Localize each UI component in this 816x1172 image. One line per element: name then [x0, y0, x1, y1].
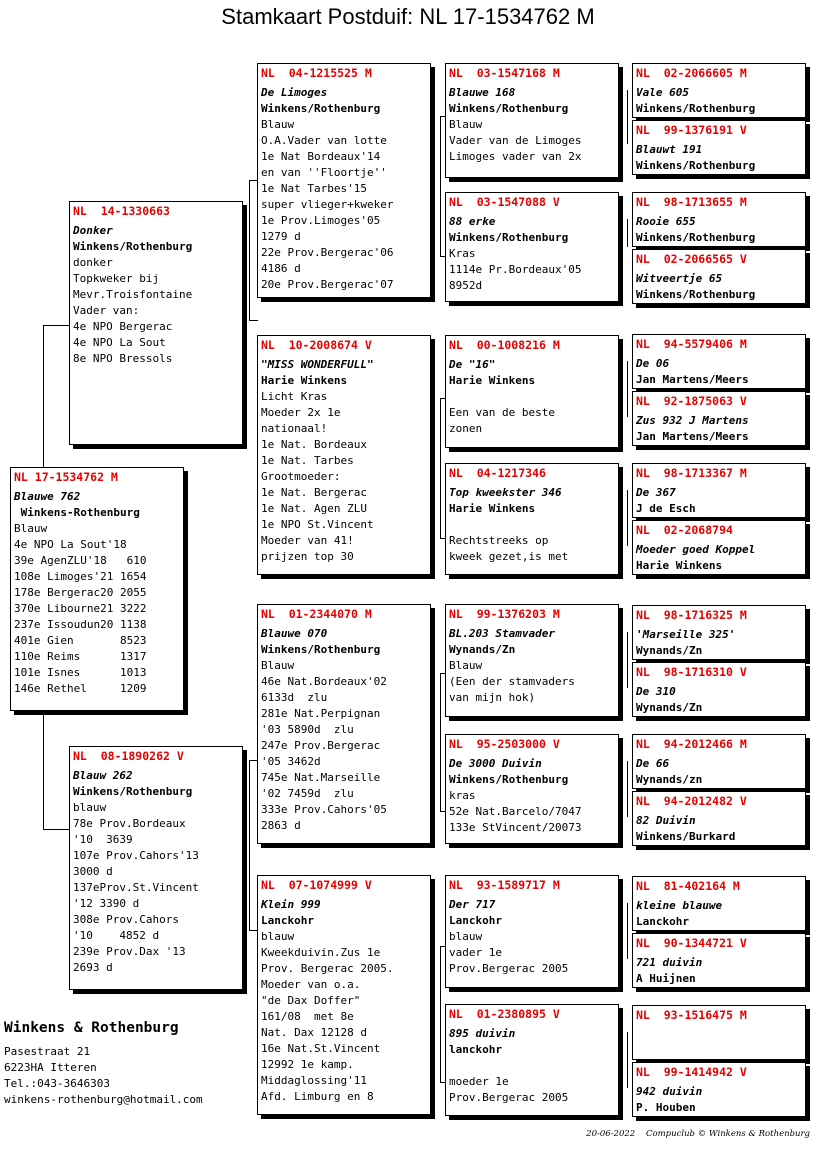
pigeon-detail-line: [449, 389, 615, 405]
breeder-address: Pasestraat 21: [4, 1045, 91, 1058]
pigeon-card-gen5[interactable]: [632, 63, 806, 118]
pigeon-detail-line: 1e Nat Tarbes'15: [261, 182, 367, 195]
page-title: Stamkaart Postduif: NL 17-1534762 M: [221, 4, 595, 29]
pigeon-detail-line: 2863 d: [261, 819, 301, 832]
connector-line: [43, 325, 44, 469]
connector-line: [627, 1032, 628, 1088]
pigeon-detail-line: super vlieger+kweker: [261, 198, 394, 211]
breeder-info: [4, 1018, 203, 1108]
pigeon-owner: Lanckohr: [449, 914, 502, 927]
pigeon-name: Blauwe 762: [14, 490, 81, 503]
pigeon-detail-line: '10 4852 d: [73, 929, 160, 942]
pigeon-name: "MISS WONDERFULL": [261, 358, 374, 371]
pigeon-detail-line: 1279 d: [261, 230, 301, 243]
ring-number: NL 02-2066605 M: [636, 66, 747, 80]
pigeon-card-mmf[interactable]: [445, 875, 619, 988]
pigeon-detail-line: kras: [449, 789, 476, 802]
pigeon-name: Blauwe 168: [449, 86, 516, 99]
pigeon-detail-line: Topkweker bij: [73, 272, 160, 285]
pigeon-card-ff[interactable]: [257, 63, 431, 298]
pigeon-name: Blauwe 070: [261, 627, 328, 640]
pigeon-detail-line: Vader van de Limoges: [449, 134, 582, 147]
pigeon-card-gen5[interactable]: [632, 192, 806, 247]
pigeon-card-gen5[interactable]: [632, 391, 806, 446]
pigeon-card-mm[interactable]: [257, 875, 431, 1115]
pigeon-detail-line: Moeder van 41!: [261, 534, 354, 547]
pigeon-detail-line: Prov.Bergerac 2005: [449, 1091, 569, 1104]
pigeon-card-gen5[interactable]: [632, 520, 806, 575]
pigeon-detail-line: Middaglossing'11: [261, 1074, 367, 1087]
pigeon-owner: Winkens/Burkard: [636, 830, 736, 843]
ring-number: NL 14-1330663: [73, 204, 170, 218]
ring-number: NL 01-2380895 V: [449, 1007, 560, 1021]
ring-number: NL 90-1344721 V: [636, 936, 747, 950]
pigeon-name: BL.203 Stamvader: [449, 627, 555, 640]
pigeon-name: 942 duivin: [636, 1085, 703, 1098]
pigeon-owner: Harie Winkens: [449, 374, 536, 387]
pigeon-card-ffm[interactable]: [445, 192, 619, 302]
pigeon-name: Blauwt 191: [636, 143, 703, 156]
ring-number: NL 08-1890262 V: [73, 749, 184, 763]
pigeon-detail-line: 178e Bergerac20 2055: [14, 586, 147, 599]
pigeon-name: De 06: [636, 357, 670, 370]
ring-number: NL 99-1414942 V: [636, 1065, 747, 1079]
pigeon-detail-line: 401e Gien 8523: [14, 634, 147, 647]
pigeon-name: De 66: [636, 757, 670, 770]
pigeon-detail-line: 1114e Pr.Bordeaux'05: [449, 263, 582, 276]
pigeon-detail-line: 239e Prov.Dax '13: [73, 945, 186, 958]
pigeon-detail-line: blauw: [73, 801, 107, 814]
ring-number: NL 99-1376203 M: [449, 607, 560, 621]
connector-line: [627, 761, 628, 817]
pigeon-name: Klein 999: [261, 898, 321, 911]
pigeon-card-mfm[interactable]: [445, 734, 619, 844]
pigeon-detail-line: 101e Isnes 1013: [14, 666, 147, 679]
pigeon-owner: Jan Martens/Meers: [636, 430, 749, 443]
pigeon-owner: Winkens/Rothenburg: [636, 102, 756, 115]
pigeon-detail-line: 6133d zlu: [261, 691, 328, 704]
pigeon-detail-line: 46e Nat.Bordeaux'02: [261, 675, 387, 688]
pigeon-detail-line: 1e Nat. Bergerac: [261, 486, 367, 499]
pigeon-card-fmm[interactable]: [445, 463, 619, 575]
pigeon-detail-line: Rechtstreeks op: [449, 534, 549, 547]
pigeon-card-fff[interactable]: [445, 63, 619, 178]
pigeon-name: De Limoges: [261, 86, 328, 99]
pigeon-owner: Winkens/Rothenburg: [636, 159, 756, 172]
pigeon-owner: Lanckohr: [261, 914, 314, 927]
pigeon-card-gen5[interactable]: [632, 791, 806, 846]
connector-line: [440, 398, 441, 538]
pigeon-owner: Winkens/Rothenburg: [636, 231, 756, 244]
connector-line: [43, 711, 44, 829]
breeder-phone: Tel.:043-3646303: [4, 1077, 110, 1090]
pigeon-card-gen5[interactable]: [632, 662, 806, 717]
pigeon-name: 88 erke: [449, 215, 496, 228]
ring-number: NL 98-1713655 M: [636, 195, 747, 209]
pigeon-detail-line: 1e Prov.Limoges'05: [261, 214, 381, 227]
pigeon-detail-line: Blauw: [449, 118, 483, 131]
pigeon-card-gen5[interactable]: [632, 463, 806, 518]
pigeon-detail-line: Vader van:: [73, 304, 140, 317]
ring-number: NL 94-2012466 M: [636, 737, 747, 751]
connector-line: [627, 632, 628, 688]
pigeon-detail-line: [449, 1058, 615, 1074]
pigeon-detail-line: 3000 d: [73, 865, 113, 878]
pigeon-name: De 310: [636, 685, 676, 698]
pigeon-detail-line: 1e Nat. Bordeaux: [261, 438, 367, 451]
pigeon-owner: Lanckohr: [636, 915, 689, 928]
pigeon-owner: Jan Martens/Meers: [636, 373, 749, 386]
pigeon-detail-line: zonen: [449, 422, 483, 435]
pigeon-detail-line: 237e Issoudun20 1138: [14, 618, 147, 631]
pigeon-name: kleine blauwe: [636, 899, 723, 912]
pigeon-name: De 3000 Duivin: [449, 757, 542, 770]
footer: [586, 1129, 810, 1139]
pigeon-detail-line: '10 3639: [73, 833, 133, 846]
pigeon-owner: Winkens/Rothenburg: [73, 785, 193, 798]
pigeon-detail-line: 247e Prov.Bergerac: [261, 739, 381, 752]
pigeon-card-mother[interactable]: [69, 746, 243, 990]
pigeon-detail-line: 137eProv.St.Vincent: [73, 881, 199, 894]
pigeon-detail-line: Een van de beste: [449, 406, 555, 419]
ring-number: NL 01-2344070 M: [261, 607, 372, 621]
pigeon-detail-line: Moeder van o.a.: [261, 978, 361, 991]
pigeon-detail-line: 78e Prov.Bordeaux: [73, 817, 186, 830]
pigeon-card-mmm[interactable]: [445, 1004, 619, 1116]
pigeon-detail-line: (Een der stamvaders: [449, 675, 575, 688]
pigeon-detail-line: O.A.Vader van lotte: [261, 134, 387, 147]
pigeon-detail-line: Licht Kras: [261, 390, 328, 403]
ring-number: NL 98-1713367 M: [636, 466, 747, 480]
pigeon-detail-line: blauw: [449, 930, 483, 943]
ring-number: NL 93-1516475 M: [636, 1008, 747, 1022]
ring-number: NL 94-2012482 V: [636, 794, 747, 808]
ring-number: NL 98-1716310 V: [636, 665, 747, 679]
ring-number: NL 02-2068794: [636, 523, 733, 537]
pigeon-detail-line: Kras: [449, 247, 476, 260]
pigeon-detail-line: 4e NPO Bergerac: [73, 320, 173, 333]
ring-number: NL 03-1547088 V: [449, 195, 560, 209]
ring-number: NL 94-5579406 M: [636, 337, 747, 351]
pigeon-detail-line: 370e Libourne21 3222: [14, 602, 147, 615]
pigeon-card-father[interactable]: [69, 201, 243, 445]
pigeon-name: Der 717: [449, 898, 496, 911]
ring-number: NL 00-1008216 M: [449, 338, 560, 352]
pigeon-card-gen5[interactable]: [632, 249, 806, 304]
pigeon-detail-line: prijzen top 30: [261, 550, 354, 563]
ring-number: NL 95-2503000 V: [449, 737, 560, 751]
pigeon-name: 82 Duivin: [636, 814, 696, 827]
connector-line: [627, 219, 628, 247]
pigeon-owner: Wynands/Zn: [636, 644, 703, 657]
pigeon-detail-line: '12 3390 d: [73, 897, 140, 910]
pigeon-card-gen5[interactable]: [632, 876, 806, 931]
pigeon-name: [636, 1027, 802, 1043]
pigeon-detail-line: 281e Nat.Perpignan: [261, 707, 381, 720]
pigeon-owner: Winkens/Rothenburg: [261, 102, 381, 115]
ring-number: NL 93-1589717 M: [449, 878, 560, 892]
pigeon-owner: Harie Winkens: [261, 374, 348, 387]
pigeon-detail-line: Nat. Dax 12128 d: [261, 1026, 367, 1039]
pigeon-detail-line: van mijn hok): [449, 691, 536, 704]
pigeon-detail-line: blauw: [261, 930, 295, 943]
pigeon-detail-line: 4e NPO La Sout: [73, 336, 166, 349]
pigeon-owner: Winkens/Rothenburg: [449, 773, 569, 786]
pigeon-detail-line: 146e Rethel 1209: [14, 682, 147, 695]
pigeon-name: 721 duivin: [636, 956, 703, 969]
pigeon-owner: J de Esch: [636, 502, 696, 515]
ring-number: NL 17-1534762 M: [14, 470, 118, 484]
pigeon-name: De "16": [449, 358, 496, 371]
pigeon-card-fmf[interactable]: [445, 335, 619, 448]
pigeon-owner: Harie Winkens: [449, 502, 536, 515]
ring-number: NL 81-402164 M: [636, 879, 740, 893]
pigeon-detail-line: 22e Prov.Bergerac'06: [261, 246, 394, 259]
pigeon-detail-line: 8e NPO Bressols: [73, 352, 173, 365]
ring-number: NL 92-1875063 V: [636, 394, 747, 408]
pigeon-owner: A Huijnen: [636, 972, 696, 985]
pigeon-detail-line: vader 1e: [449, 946, 502, 959]
pigeon-detail-line: '02 7459d zlu: [261, 787, 354, 800]
pigeon-card-gen5[interactable]: [632, 605, 806, 660]
pigeon-detail-line: 52e Nat.Barcelo/7047: [449, 805, 582, 818]
pigeon-card-mf[interactable]: [257, 604, 431, 844]
pigeon-detail-line: Grootmoeder:: [261, 470, 341, 483]
breeder-name: Winkens & Rothenburg: [4, 1020, 179, 1036]
pigeon-detail-line: 8952d: [449, 279, 483, 292]
pigeon-card-subject[interactable]: [10, 467, 184, 711]
pigeon-detail-line: 4186 d: [261, 262, 301, 275]
footer-credit: Compuclub © Winkens & Rothenburg: [646, 1129, 810, 1139]
pigeon-owner: lanckohr: [449, 1043, 502, 1056]
pigeon-card-gen5[interactable]: [632, 334, 806, 389]
breeder-email[interactable]: winkens-rothenburg@hotmail.com: [4, 1093, 203, 1106]
pigeon-detail-line: Afd. Limburg en 8: [261, 1090, 374, 1103]
connector-line: [440, 946, 441, 1082]
pigeon-name: Witveertje 65: [636, 272, 723, 285]
connector-line: [627, 903, 628, 959]
pigeon-name: Top kweekster 346: [449, 486, 562, 499]
ring-number: NL 99-1376191 V: [636, 123, 747, 137]
ring-number: NL 10-2008674 V: [261, 338, 372, 352]
pigeon-detail-line: 161/08 met 8e: [261, 1010, 354, 1023]
pigeon-detail-line: '05 3462d: [261, 755, 321, 768]
pigeon-owner: P. Houben: [636, 1101, 696, 1114]
connector-line: [249, 760, 250, 930]
connector-line: [249, 180, 250, 320]
pigeon-card-fm[interactable]: [257, 335, 431, 575]
pigeon-name: Zus 932 J Martens: [636, 414, 749, 427]
connector-line: [43, 829, 71, 830]
pigeon-detail-line: 16e Nat.St.Vincent: [261, 1042, 381, 1055]
pigeon-owner: Winkens/Rothenburg: [449, 102, 569, 115]
pigeon-card-gen5[interactable]: [632, 734, 806, 789]
pigeon-detail-line: Moeder 2x 1e: [261, 406, 341, 419]
pigeon-owner: Winkens-Rothenburg: [14, 506, 140, 519]
pigeon-name: Rooie 655: [636, 215, 696, 228]
pigeon-detail-line: donker: [73, 256, 113, 269]
pigeon-detail-line: Blauw: [261, 659, 295, 672]
pigeon-detail-line: 308e Prov.Cahors: [73, 913, 179, 926]
pigeon-detail-line: 108e Limoges'21 1654: [14, 570, 147, 583]
connector-line: [627, 490, 628, 546]
pigeon-detail-line: "de Dax Doffer": [261, 994, 361, 1007]
ring-number: NL 04-1217346: [449, 466, 546, 480]
pigeon-detail-line: 1e Nat. Tarbes: [261, 454, 354, 467]
pigeon-name: Moeder goed Koppel: [636, 543, 756, 556]
pigeon-detail-line: 1e Nat. Agen ZLU: [261, 502, 367, 515]
pigeon-owner: Winkens/Rothenburg: [449, 231, 569, 244]
pigeon-detail-line: '03 5890d zlu: [261, 723, 354, 736]
connector-line: [43, 325, 71, 326]
pigeon-detail-line: Limoges vader van 2x: [449, 150, 582, 163]
ring-number: NL 07-1074999 V: [261, 878, 372, 892]
footer-date: 20-06-2022: [586, 1129, 636, 1139]
pigeon-detail-line: Blauw: [14, 522, 48, 535]
pigeon-name: 'Marseille 325': [636, 628, 736, 641]
pigeon-detail-line: moeder 1e: [449, 1075, 509, 1088]
connector-line: [627, 90, 628, 144]
pigeon-detail-line: 12992 1e kamp.: [261, 1058, 354, 1071]
ring-number: NL 02-2066565 V: [636, 252, 747, 266]
ring-number: NL 04-1215525 M: [261, 66, 372, 80]
breeder-postal: 6223HA Itteren: [4, 1061, 97, 1074]
pigeon-detail-line: 20e Prov.Bergerac'07: [261, 278, 394, 291]
connector-line: [627, 361, 628, 417]
pigeon-detail-line: 133e StVincent/20073: [449, 821, 582, 834]
pigeon-detail-line: en van ''Floortje'': [261, 166, 387, 179]
ring-number: NL 03-1547168 M: [449, 66, 560, 80]
pigeon-detail-line: 4e NPO La Sout'18: [14, 538, 127, 551]
pigeon-detail-line: 2693 d: [73, 961, 113, 974]
pigeon-detail-line: 1e NPO St.Vincent: [261, 518, 374, 531]
pigeon-detail-line: 1e Nat Bordeaux'14: [261, 150, 381, 163]
pigeon-card-gen5[interactable]: [632, 120, 806, 175]
pigeon-detail-line: Prov.Bergerac 2005: [449, 962, 569, 975]
pigeon-card-gen5[interactable]: [632, 1005, 806, 1060]
pigeon-detail-line: Prov. Bergerac 2005.: [261, 962, 394, 975]
pigeon-detail-line: 745e Nat.Marseille: [261, 771, 381, 784]
pigeon-detail-line: 110e Reims 1317: [14, 650, 147, 663]
connector-line: [440, 673, 441, 811]
pigeon-detail-line: Blauw: [261, 118, 295, 131]
pigeon-detail-line: kweek gezet,is met: [449, 550, 569, 563]
pigeon-detail-line: Kweekduivin.Zus 1e: [261, 946, 381, 959]
pigeon-name: Vale 605: [636, 86, 689, 99]
pigeon-owner: Wynands/zn: [636, 773, 703, 786]
pigeon-detail-line: [449, 517, 615, 533]
pigeon-owner: Wynands/Zn: [636, 701, 703, 714]
connector-line: [440, 116, 441, 256]
pigeon-owner: Winkens/Rothenburg: [636, 288, 756, 301]
pigeon-name: Donker: [73, 224, 113, 237]
pigeon-owner: [636, 1043, 802, 1059]
pigeon-card-gen5[interactable]: [632, 933, 806, 988]
ring-number: NL 98-1716325 M: [636, 608, 747, 622]
pigeon-owner: Wynands/Zn: [449, 643, 516, 656]
pigeon-owner: Winkens/Rothenburg: [261, 643, 381, 656]
pigeon-owner: Harie Winkens: [636, 559, 723, 572]
pigeon-name: Blauw 262: [73, 769, 133, 782]
pigeon-name: 895 duivin: [449, 1027, 516, 1040]
pigeon-card-gen5[interactable]: [632, 1062, 806, 1117]
pigeon-detail-line: 107e Prov.Cahors'13: [73, 849, 199, 862]
pigeon-card-mff[interactable]: [445, 604, 619, 717]
pigeon-detail-line: Blauw: [449, 659, 483, 672]
pigeon-name: De 367: [636, 486, 676, 499]
pigeon-detail-line: 333e Prov.Cahors'05: [261, 803, 387, 816]
pigeon-detail-line: 39e AgenZLU'18 610: [14, 554, 147, 567]
pigeon-detail-line: nationaal!: [261, 422, 328, 435]
pigeon-detail-line: Mevr.Troisfontaine: [73, 288, 193, 301]
connector-line: [249, 320, 258, 321]
pigeon-owner: Winkens/Rothenburg: [73, 240, 193, 253]
